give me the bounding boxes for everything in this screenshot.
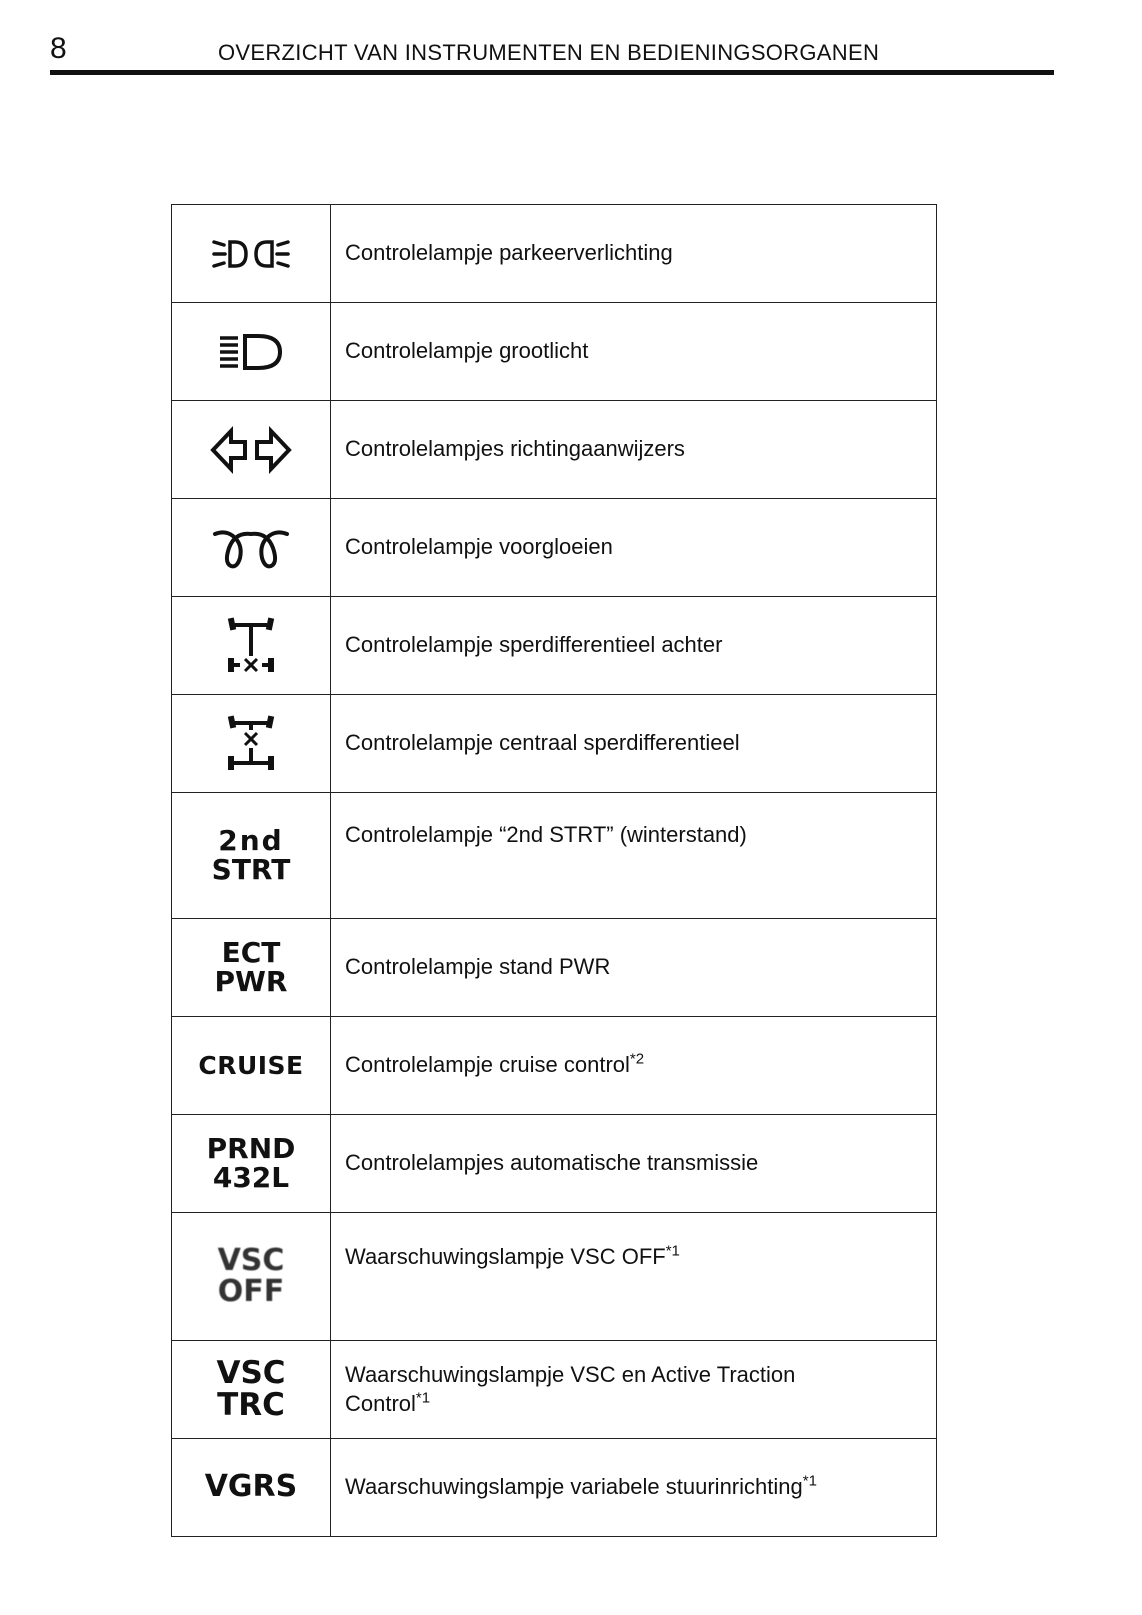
turn-signal-icon [209,426,293,474]
table-row [172,919,937,1017]
label-cell: Controlelampjes richtingaanwijzers [331,401,937,499]
table-row [172,1115,937,1213]
symbol-cell [172,303,331,401]
symbol-cell [172,1017,331,1115]
label-text: Waarschuwingslampje VSC OFF [345,1244,666,1269]
label-cell [331,1439,937,1537]
footnote-marker: *1 [665,1242,680,1260]
label-cell: Controlelampje parkeerverlichting [331,205,937,303]
table-row [172,1341,937,1439]
symbol-cell [172,1115,331,1213]
label-cell: Controlelampje voorgloeien [331,499,937,597]
vgrs-symbol [204,1469,298,1505]
symbol-line: VSC [216,1354,286,1391]
symbol-line: PRND [206,1131,296,1165]
symbol-cell [172,695,331,793]
table-row [172,499,937,597]
symbol-line: 2nd [218,823,284,857]
table-row [172,1017,937,1115]
label-cell: Controlelampje grootlicht [331,303,937,401]
symbol-cell [172,793,331,919]
label-cell: Controlelampje centraal sperdifferentieel [331,695,937,793]
label-text: Control [345,1390,416,1416]
symbol-line: CRUISE [198,1050,304,1080]
prnd-symbol [206,1131,296,1194]
symbol-line: OFF [217,1273,285,1309]
table-row [172,205,937,303]
vsc-off-symbol [217,1242,285,1309]
label-text: Controlelampje cruise control [345,1052,630,1078]
center-diff-lock-icon [223,714,279,774]
table-row [172,793,937,919]
label-cell: Controlelampje “2nd STRT” (winterstand) [331,793,937,919]
footnote-marker: *1 [802,1472,817,1490]
table-row [172,1439,937,1537]
vsc-trc-symbol [216,1354,286,1423]
table-row [172,597,937,695]
high-beam-icon [216,330,286,374]
ect-pwr-symbol [214,935,288,998]
symbol-cell [172,499,331,597]
label-cell [331,1341,937,1439]
page-title: OVERZICHT VAN INSTRUMENTEN EN BEDIENINGSORGANEN [218,40,880,65]
symbol-cell [172,1341,331,1439]
symbol-line: VGRS [204,1469,298,1505]
footnote-marker: *1 [415,1389,431,1407]
symbol-cell [172,1213,331,1341]
symbol-line: VSC [217,1242,285,1278]
parking-light-icon [211,234,291,274]
cruise-symbol [198,1050,304,1080]
label-text: Waarschuwingslampje VSC en Active Traction [345,1361,796,1387]
footnote-marker: *2 [629,1050,645,1068]
symbol-line: STRT [211,852,291,886]
header-rule [50,70,1054,75]
page-number: 8 [50,32,67,65]
symbol-cell [172,919,331,1017]
symbol-line: ECT [221,935,281,969]
symbol-line: PWR [214,964,288,998]
label-cell: Controlelampje sperdifferentieel achter [331,597,937,695]
symbol-cell [172,597,331,695]
glow-plug-icon [211,526,291,570]
symbol-line: 432L [212,1160,290,1194]
symbol-cell [172,1439,331,1537]
label-cell: Controlelampje stand PWR [331,919,937,1017]
table-row [172,695,937,793]
label-cell: Controlelampjes automatische transmissie [331,1115,937,1213]
table-row [172,303,937,401]
rear-diff-lock-icon [223,616,279,676]
2nd-strt-symbol [211,823,291,886]
symbol-cell [172,401,331,499]
symbol-cell [172,205,331,303]
label-cell [331,1213,937,1341]
label-text: Waarschuwingslampje variabele stuurinrichting [345,1474,803,1500]
symbol-line: TRC [217,1386,285,1423]
table-row [172,1213,937,1341]
table-row [172,401,937,499]
label-cell [331,1017,937,1115]
indicator-table [171,204,937,1537]
